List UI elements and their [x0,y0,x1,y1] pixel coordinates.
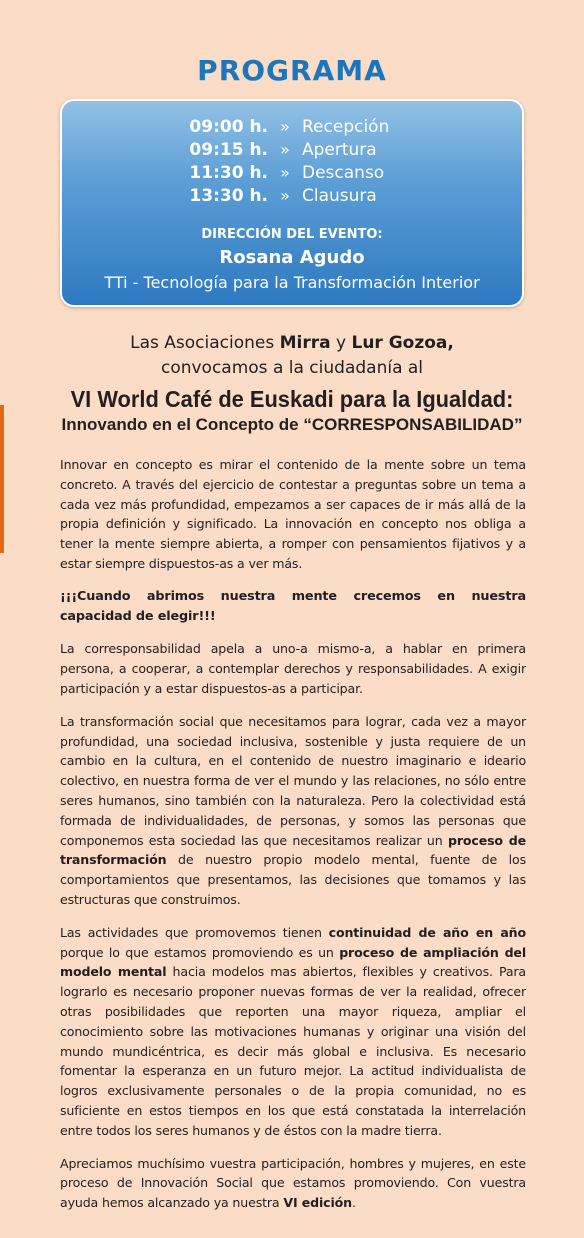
schedule-label: Apertura [302,140,377,160]
text-run: . [351,1195,356,1211]
paragraph [60,1154,526,1213]
intro-text [0,331,584,381]
intro-line-1 [0,331,584,356]
schedule-time: 13:30 h. [189,186,268,206]
bold-run: VI edición [283,1195,352,1211]
schedule-label: Clausura [302,186,377,206]
schedule-row [62,184,522,207]
direction-heading: DIRECCIÓN DEL EVENTO: [201,227,383,242]
intro-line-2: convocamos a la ciudadanía al [160,358,424,378]
bold-run: proceso de transformación [60,832,526,868]
program-box [60,99,524,307]
arrow-icon: » [280,186,290,205]
body-text [60,455,526,1226]
schedule-time: 09:00 h. [189,117,268,137]
text-run: hacia modelos mas abiertos, flexibles y creativos. Para lograrlo es necesario proponer nuevas formas de ver la realidad, ofrecer otras posibilidades que reporten una mayor riqueza, ampliar el conocimiento sobre las motivaciones humanas y originar una visión del mundo mundicéntrica, es decir más global e inclusiva. Es necesario fomentar la esperanza en un futuro mejor. La actitud individualista de logros exclusivamente personales o de la propia comunidad, no es suficiente en estos tiempos en los que está constatada la interrelación entre todos los seres humanos y de éstos con la madre tierra. [60,964,527,1138]
event-title: VI World Café de Euskadi para la Igualdad: [70,386,514,412]
schedule-row [62,138,522,161]
schedule-list [62,115,522,207]
arrow-icon: » [280,163,290,182]
director-name: Rosana Agudo [219,247,365,268]
schedule-label: Recepción [302,117,390,137]
paragraph: Innovar en concepto es mirar el contenido de la mente sobre un tema concreto. A través del ejercicio de contestar a preguntas sobre un tema a cada vez más profundidad, empezamos a ser capaces de ir más allá de la propia definición y significado. La innovación en concepto nos obliga a tener la mente siempre abierta, a romper con pensamientos fijativos y a estar siempre dispuestos-as a ver más. [60,457,526,571]
organization-name: TTi - Tecnología para la Transformación Interior [104,273,480,292]
event-subtitle: Innovando en el Concepto de “CORRESPONSABILIDAD” [61,415,523,434]
paragraph [60,712,526,910]
text-run: La transformación social que necesitamos para lograr, cada vez a mayor profundidad, una sociedad inclusiva, sostenible y justa requiere de un cambio en la cultura, en el contenido de nuestro imaginario e ideario colectivo, en nuestra forma de ver el mundo y las relaciones, no sólo entre seres humanos, sino también con la naturaleza. Pero la colectividad está formada de individualidades, de personas, y somos las personas que componemos esta sociedad las que necesitamos realizar un [60,713,526,848]
org-mirra: Mirra [279,333,331,353]
intro-joiner: y [330,333,352,353]
text-run: de nuestro propio modelo mental, fuente de los comportamientos que presentamos, las decisiones que tomamos y las estructuras que construimos. [60,852,526,907]
schedule-row [62,115,522,138]
program-title: PROGRAMA [197,54,387,87]
intro-prefix: Las Asociaciones [130,333,280,353]
paragraph [60,923,526,1141]
bold-run: proceso de ampliación del modelo mental [60,944,526,980]
schedule-label: Descanso [302,163,385,183]
text-run: Apreciamos muchísimo vuestra participación, hombres y mujeres, en este proceso de Innovación Social que estamos promoviendo. Con vuestra ayuda hemos alcanzado ya nuestra [60,1155,526,1211]
arrow-icon: » [280,140,290,159]
schedule-time: 09:15 h. [189,140,268,160]
text-run: Las actividades que promovemos tienen [60,924,329,940]
schedule-time: 11:30 h. [189,163,268,183]
paragraph: La corresponsabilidad apela a uno-a mismo-a, a hablar en primera persona, a cooperar, a contemplar derechos y responsabilidades. A exigir participación y a estar dispuestos-as a participar. [60,641,526,696]
bold-run: continuidad de año en año [328,924,526,940]
schedule-row [62,161,522,184]
highlight-paragraph: ¡¡¡Cuando abrimos nuestra mente crecemos en nuestra capacidad de elegir!!! [60,588,526,624]
org-lur-gozoa: Lur Gozoa, [351,333,454,353]
text-run: porque lo que estamos promoviendo es un [60,944,340,960]
arrow-icon: » [280,117,290,136]
